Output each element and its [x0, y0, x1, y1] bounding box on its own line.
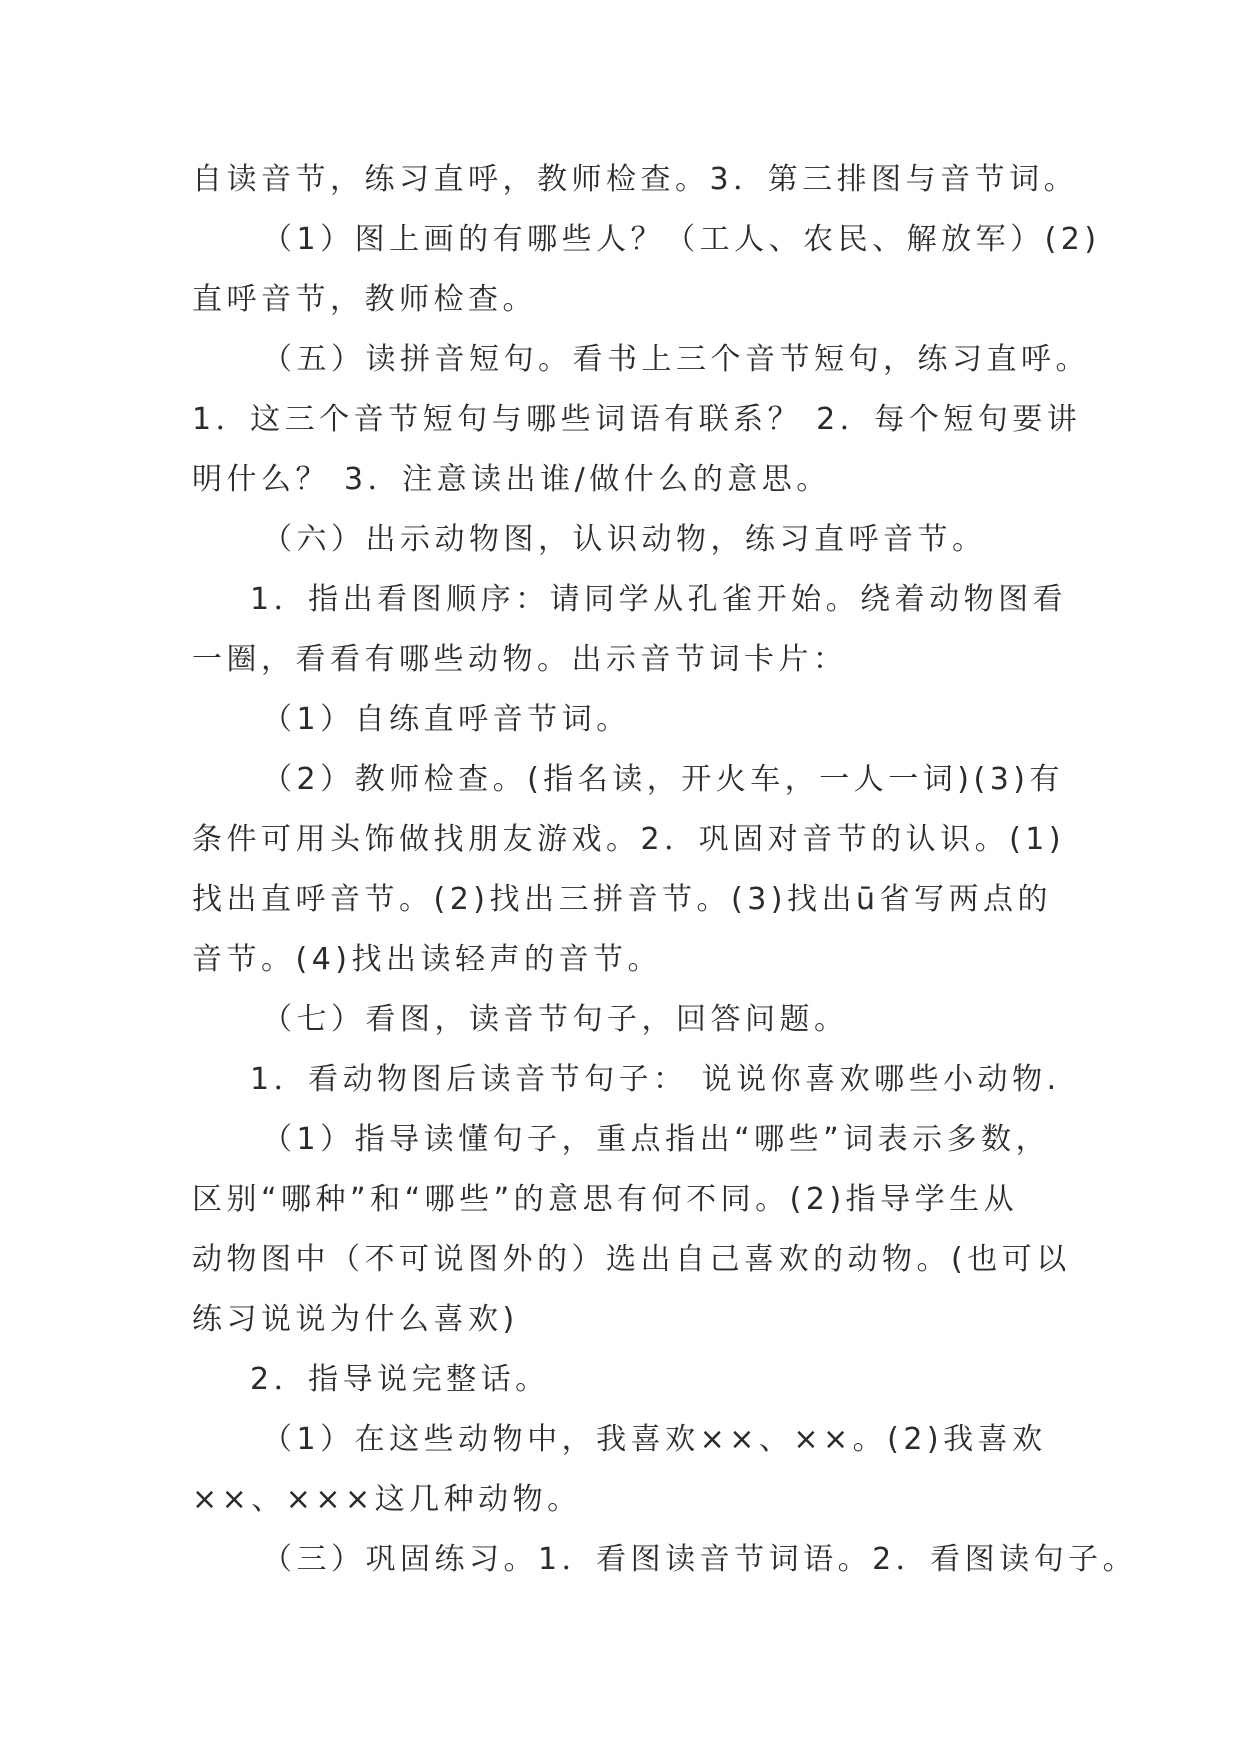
text-line: 动物图中（不可说图外的）选出自己喜欢的动物。(也可以 — [192, 1242, 1071, 1277]
text-line: （1）图上画的有哪些人？（工人、农民、解放军）(2) — [262, 222, 1101, 257]
text-line: （三）巩固练习。1．看图读音节词语。2．看图读句子。 — [262, 1542, 1138, 1577]
text-line: （1）自练直呼音节词。 — [262, 702, 631, 737]
text-line: 练习说说为什么喜欢) — [192, 1302, 519, 1337]
text-line: 直呼音节，教师检查。 — [192, 282, 537, 317]
text-line: 区别“哪种”和“哪些”的意思有何不同。(2)指导学生从 — [192, 1182, 1019, 1217]
text-line: （1）在这些动物中，我喜欢××、××。(2)我喜欢 — [262, 1422, 1047, 1457]
text-line: 找出直呼音节。(2)找出三拼音节。(3)找出ū省写两点的 — [192, 882, 1053, 917]
text-line: （六）出示动物图，认识动物，练习直呼音节。 — [262, 522, 987, 557]
text-line: ××、×××这几种动物。 — [192, 1482, 582, 1517]
text-line: 一圈，看看有哪些动物。出示音节词卡片： — [192, 642, 848, 677]
text-line: 1．看动物图后读音节句子： 说说你喜欢哪些小动物. — [250, 1062, 1061, 1097]
text-line: 2．指导说完整话。 — [250, 1362, 550, 1397]
text-line: （七）看图，读音节句子，回答问题。 — [262, 1002, 849, 1037]
text-line: （五）读拼音短句。看书上三个音节短句，练习直呼。 — [262, 342, 1090, 377]
text-line: 自读音节，练习直呼，教师检查。3．第三排图与音节词。 — [192, 162, 1079, 197]
text-line: 条件可用头饰做找朋友游戏。2．巩固对音节的认识。(1) — [192, 822, 1066, 857]
text-line: （2）教师检查。(指名读，开火车，一人一词)(3)有 — [262, 762, 1064, 797]
text-line: 1．这三个音节短句与哪些词语有联系？ 2．每个短句要讲 — [192, 402, 1082, 437]
text-line: 1．指出看图顺序：请同学从孔雀开始。绕着动物图看 — [250, 582, 1068, 617]
text-line: 音节。(4)找出读轻声的音节。 — [192, 942, 662, 977]
text-line: 明什么？ 3．注意读出谁/做什么的意思。 — [192, 462, 831, 497]
text-line: （1）指导读懂句子，重点指出“哪些”词表示多数， — [262, 1122, 1051, 1157]
